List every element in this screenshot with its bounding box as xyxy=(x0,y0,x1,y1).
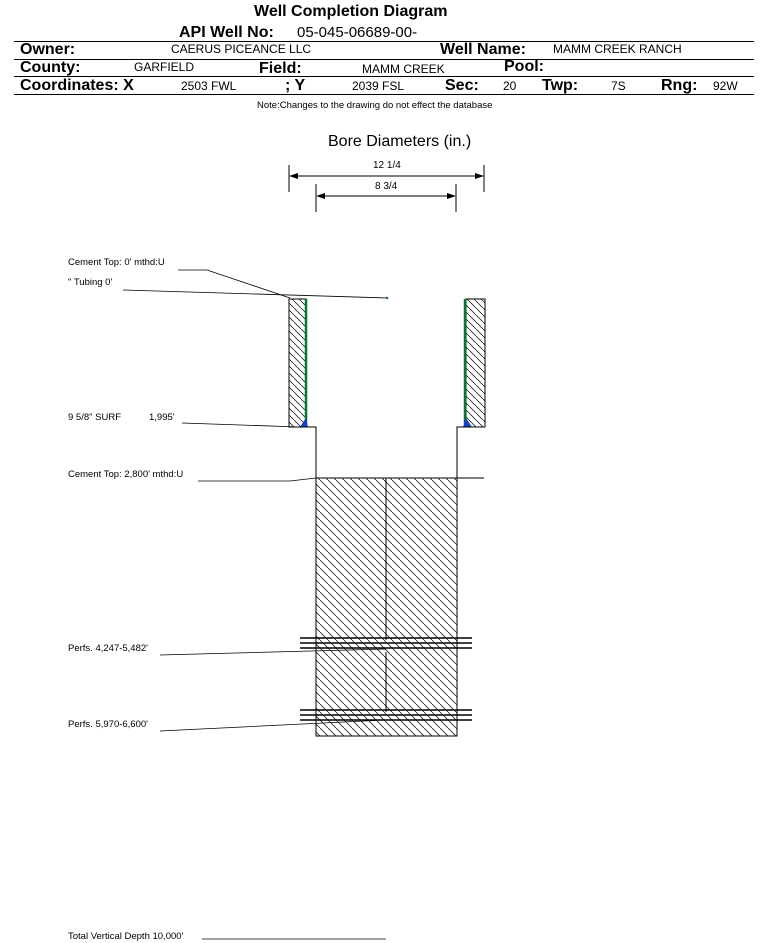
owner-label: Owner: xyxy=(20,41,76,58)
county-label: County: xyxy=(20,59,81,76)
sec-label: Sec: xyxy=(445,77,479,94)
x-value: 2503 FWL xyxy=(181,79,237,93)
y-value: 2039 FSL xyxy=(352,79,405,93)
outer-diameter-label: 12 1/4 xyxy=(373,160,401,171)
y-label: ; Y xyxy=(285,77,306,94)
owner-value: CAERUS PICEANCE LLC xyxy=(171,42,312,56)
page-title: Well Completion Diagram xyxy=(254,3,448,20)
rng-label: Rng: xyxy=(661,77,698,94)
surface-cement-left xyxy=(289,299,308,427)
leader-surface-casing xyxy=(182,423,300,427)
casing-shoe-right xyxy=(457,427,485,478)
inner-diameter-dimension xyxy=(316,184,456,212)
sec-value: 20 xyxy=(503,79,517,93)
casing-shoe-left xyxy=(289,427,316,478)
outer-diameter-dimension xyxy=(289,165,484,192)
perforations-upper-label: Perfs. 4,247-5,482' xyxy=(68,643,148,654)
tubing-label: " Tubing 0' xyxy=(68,277,113,288)
field-label: Field: xyxy=(259,60,302,77)
perforations-lower-label: Perfs. 5,970-6,600' xyxy=(68,719,148,730)
well-name-label: Well Name: xyxy=(440,41,526,58)
leader-cement-top-surface xyxy=(178,270,290,298)
pool-label: Pool: xyxy=(504,58,544,75)
api-label: API Well No: xyxy=(179,24,274,41)
leader-cement-top-production xyxy=(198,478,316,481)
total-depth-label: Total Vertical Depth 10,000' xyxy=(68,931,184,942)
production-cement xyxy=(316,478,484,736)
twp-value: 7S xyxy=(611,79,626,93)
twp-label: Twp: xyxy=(542,77,579,94)
cement-top-production-label: Cement Top: 2,800' mthd:U xyxy=(68,469,184,480)
surface-casing-label: 9 5/8" SURF xyxy=(68,412,122,423)
surface-casing-depth: 1,995' xyxy=(149,412,175,423)
field-value: MAMM CREEK xyxy=(362,62,445,76)
coordinates-label: Coordinates: X xyxy=(20,77,134,94)
county-value: GARFIELD xyxy=(134,60,195,74)
api-value: 05-045-06689-00- xyxy=(297,24,418,41)
well-name-value: MAMM CREEK RANCH xyxy=(553,42,682,56)
cement-top-surface-label: Cement Top: 0' mthd:U xyxy=(68,257,165,268)
surface-cement-right xyxy=(463,299,485,427)
rng-value: 92W xyxy=(713,79,738,93)
inner-diameter-label: 8 3/4 xyxy=(375,181,398,192)
database-note: Note:Changes to the drawing do not effect the database xyxy=(257,100,493,111)
bore-diameters-title: Bore Diameters (in.) xyxy=(328,133,472,150)
leader-tubing xyxy=(123,290,388,298)
